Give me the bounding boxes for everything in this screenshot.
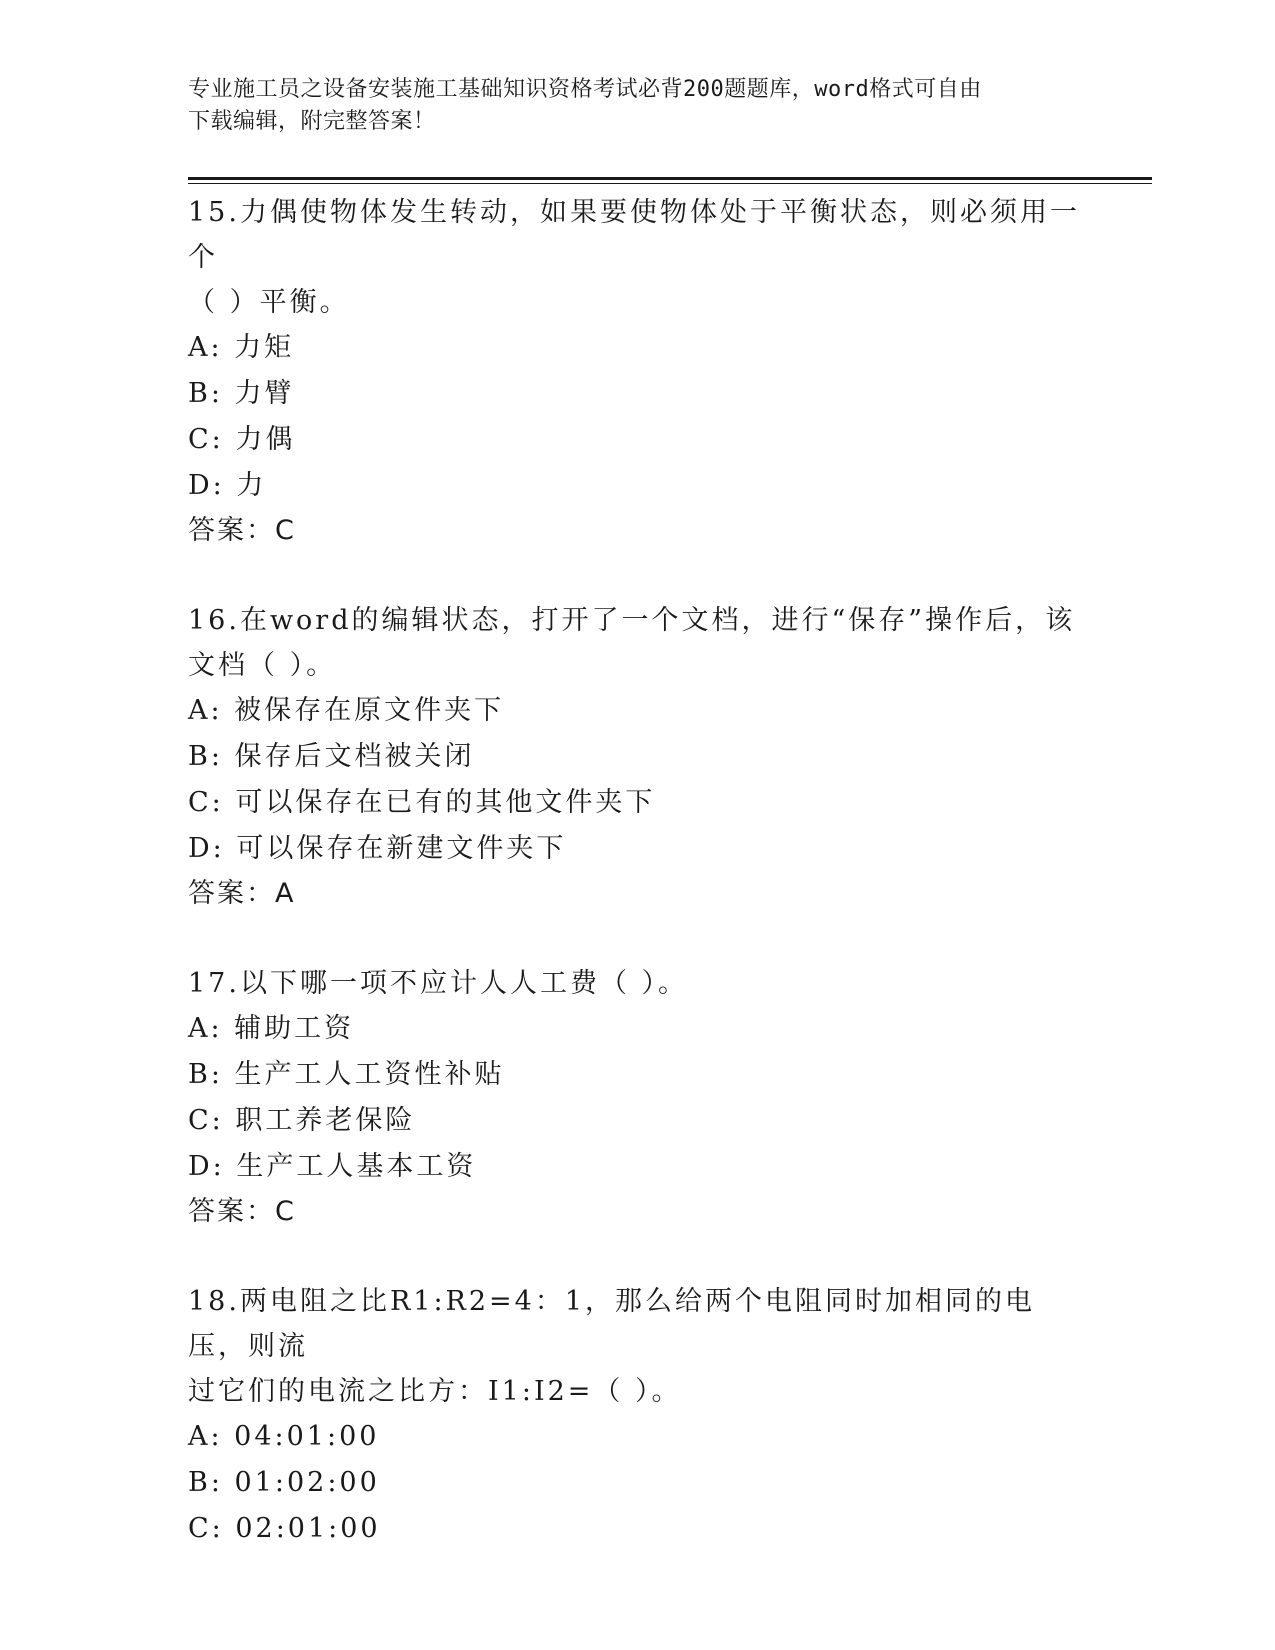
option-a: A: 被保存在原文件夹下 xyxy=(188,695,505,726)
answer-label: 答案：A xyxy=(188,878,296,909)
question-18 xyxy=(188,1279,1088,1552)
option-b: B: 力臂 xyxy=(188,378,295,409)
question-stem: 17.以下哪一项不应计人人工费（ ）。 xyxy=(188,968,689,999)
question-16 xyxy=(188,598,1088,916)
question-list xyxy=(188,190,1088,1597)
question-stem: 16.在word的编辑状态，打开了一个文档，进行“保存”操作后，该 xyxy=(188,605,1076,636)
document-header xyxy=(188,74,1088,138)
question-15 xyxy=(188,190,1088,553)
option-c: C: 02:01:00 xyxy=(188,1513,381,1544)
question-stem: 15.力偶使物体发生转动，如果要使物体处于平衡状态，则必须用一个 xyxy=(188,197,1080,273)
question-stem-continued: 文档（ ）。 xyxy=(188,650,337,681)
option-b: B: 生产工人工资性补贴 xyxy=(188,1059,505,1090)
option-d: D: 生产工人基本工资 xyxy=(188,1151,477,1182)
question-stem-continued: 过它们的电流之比方：I1:I2=（ ）。 xyxy=(188,1376,682,1407)
option-c: C: 职工养老保险 xyxy=(188,1105,416,1136)
option-c: C: 可以保存在已有的其他文件夹下 xyxy=(188,787,656,818)
header-line-2: 下载编辑，附完整答案！ xyxy=(188,109,436,134)
option-a: A: 04:01:00 xyxy=(188,1421,380,1452)
option-d: D: 力 xyxy=(188,470,267,501)
option-d: D: 可以保存在新建文件夹下 xyxy=(188,833,567,864)
header-divider-thin xyxy=(188,183,1152,184)
header-line-1: 专业施工员之设备安装施工基础知识资格考试必背200题题库，word格式可自由 xyxy=(188,77,982,102)
answer-label: 答案：C xyxy=(188,1196,296,1227)
question-17 xyxy=(188,961,1088,1234)
option-b: B: 01:02:00 xyxy=(188,1467,380,1498)
option-a: A: 力矩 xyxy=(188,332,295,363)
question-stem-continued: （ ）平衡。 xyxy=(188,287,350,318)
option-a: A: 辅助工资 xyxy=(188,1013,355,1044)
option-c: C: 力偶 xyxy=(188,424,296,455)
option-b: B: 保存后文档被关闭 xyxy=(188,741,475,772)
answer-label: 答案：C xyxy=(188,515,296,546)
question-stem: 18.两电阻之比R1:R2=4：1，那么给两个电阻同时加相同的电压，则流 xyxy=(188,1286,1036,1362)
header-divider-thick xyxy=(188,177,1152,180)
